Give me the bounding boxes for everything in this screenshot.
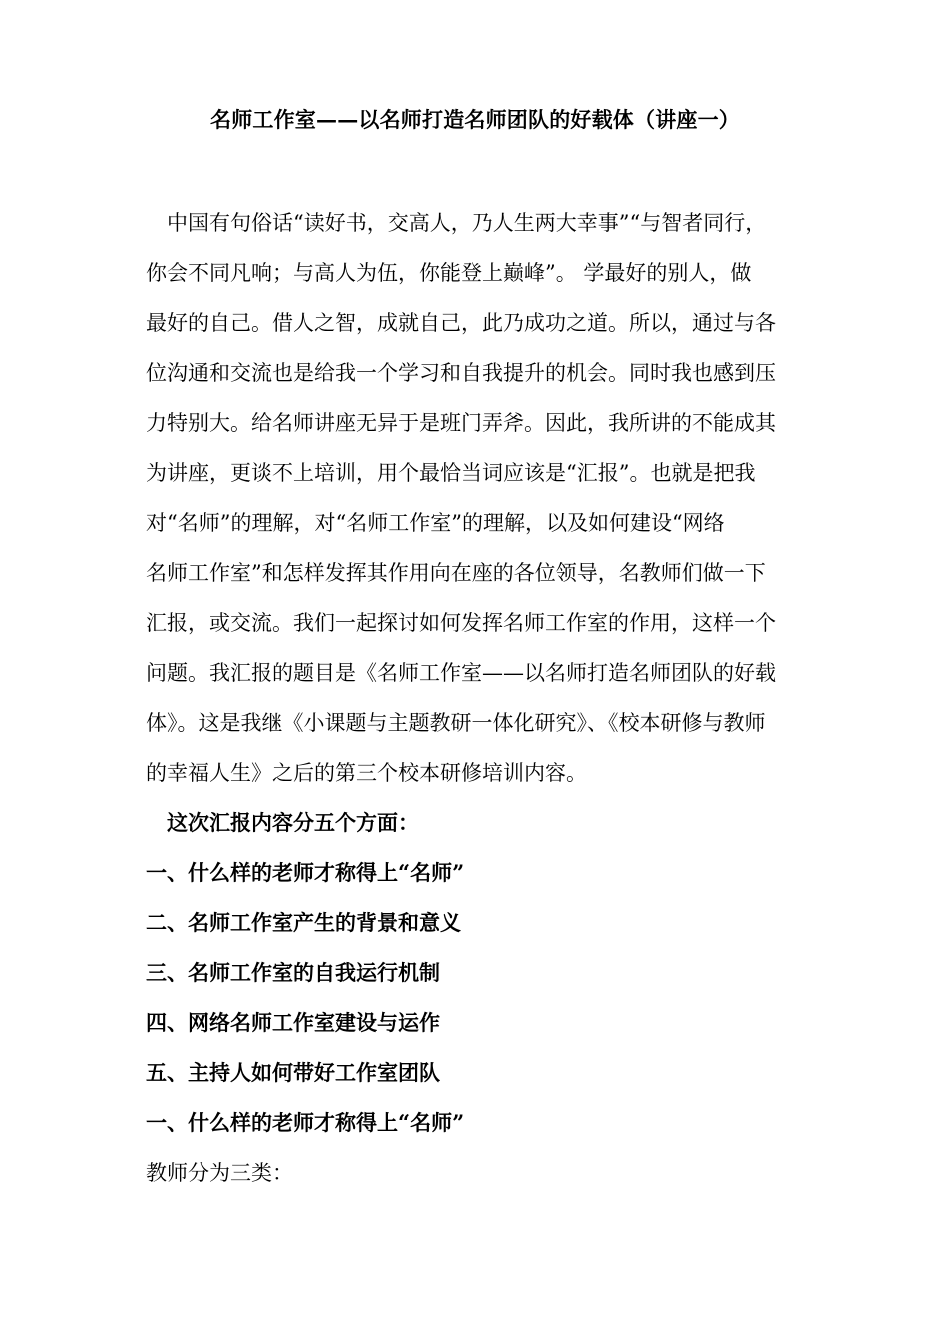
paragraph-line: 你会不同凡响；与高人为伍，你能登上巅峰”。 学最好的别人，做 [146,261,752,285]
document-body [146,198,826,1198]
paragraph-line: 汇报，或交流。我们一起探讨如何发挥名师工作室的作用，这样一个 [146,611,776,635]
paragraph-line: 对“名师”的理解，对“名师工作室”的理解，以及如何建设“网络 [146,511,725,535]
outline-item: 二、名师工作室产生的背景和意义 [146,910,461,935]
paragraph-line: 问题。我汇报的题目是《名师工作室——以名师打造名师团队的好载 [146,661,776,685]
paragraph-line: 名师工作室”和怎样发挥其作用向在座的各位领导，名教师们做一下 [146,561,766,585]
closing-line: 教师分为三类： [146,1161,293,1185]
paragraph-line: 最好的自己。借人之智，成就自己，此乃成功之道。所以，通过与各 [146,311,776,335]
document-title: 名师工作室——以名师打造名师团队的好载体（讲座一） [210,107,740,132]
paragraph-line: 的幸福人生》之后的第三个校本研修培训内容。 [146,761,587,785]
paragraph-line: 力特别大。给名师讲座无异于是班门弄斧。因此，我所讲的不能成其 [146,411,776,435]
outline-item: 一、什么样的老师才称得上“名师” [146,860,465,885]
paragraph-line: 位沟通和交流也是给我一个学习和自我提升的机会。同时我也感到压 [146,361,776,385]
paragraph-line: 为讲座，更谈不上培训，用个最恰当词应该是“汇报”。也就是把我 [146,461,756,485]
paragraph-line: 中国有句俗话“读好书，交高人，乃人生两大幸事”“与智者同行， [167,211,767,235]
outline-item: 三、名师工作室的自我运行机制 [146,960,440,985]
outline-intro: 这次汇报内容分五个方面： [167,810,419,835]
paragraph-line: 体》。这是我继《小课题与主题教研一体化研究》、《校本研修与教师 [146,711,766,735]
outline-item: 四、网络名师工作室建设与运作 [146,1010,440,1035]
section-heading: 一、什么样的老师才称得上“名师” [146,1110,465,1135]
outline-item: 五、主持人如何带好工作室团队 [146,1060,440,1085]
